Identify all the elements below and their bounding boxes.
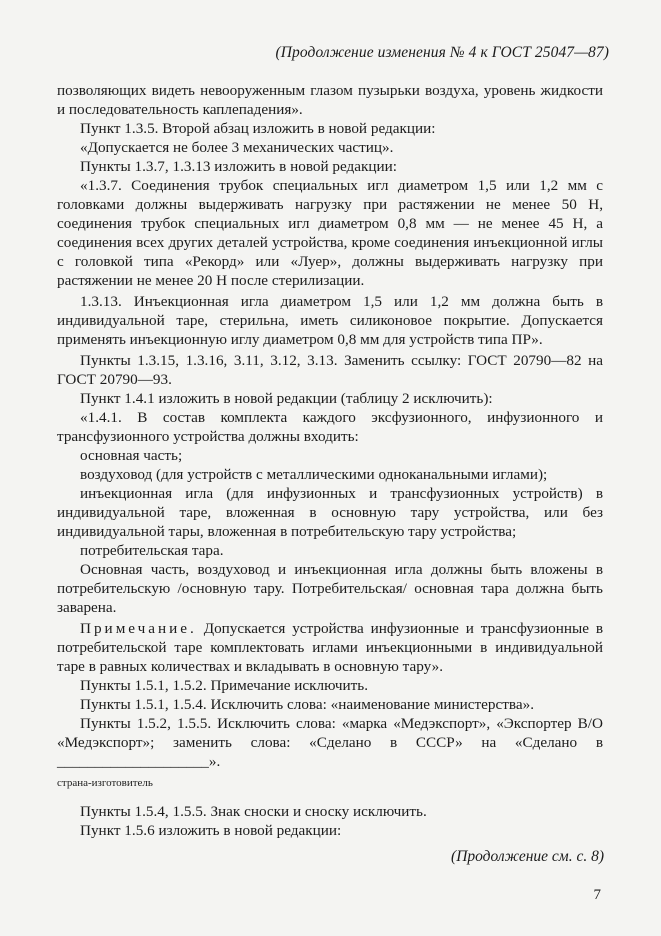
blank-caption: страна-изготовитель (57, 777, 153, 789)
page-header: (Продолжение изменения № 4 к ГОСТ 25047—87) (275, 44, 609, 61)
paragraph: Пункты 1.5.1, 1.5.4. Исключить слова: «наименование министерства». (80, 696, 534, 713)
paragraph: Пункт 1.3.5. Второй абзац изложить в новой редакции: (80, 120, 436, 137)
page-number: 7 (593, 887, 601, 903)
paragraph: Пункт 1.5.6 изложить в новой редакции: (80, 822, 342, 839)
paragraph: 1.3.13. Инъекционная игла диаметром 1,5 или 1,2 мм должна быть в индивидуальной таре, стерильна, иметь силиконовое покрытие. Допускается применять инъекционную иглу диаметром 0,8 мм для устройств типа ПР». (57, 293, 603, 348)
paragraph: Пункты 1.5.2, 1.5.5. Исключить слова: «марка «Медэкспорт», «Экспортер В/О «Медэкспорт»; заменить слова: «Сделано в СССР» на «Сделано в ____________________». (57, 715, 603, 770)
paragraph: Пункты 1.3.7, 1.3.13 изложить в новой редакции: (80, 158, 398, 175)
note-paragraph (57, 619, 603, 676)
note-text: Допускается устройства инфузионные и трансфузионные в потребительской таре комплектовать иглами инъекционными в индивидуальной таре в равных количествах и вкладывать в основную тару». (57, 620, 603, 675)
paragraph: «1.3.7. Соединения трубок специальных игл диаметром 1,5 или 1,2 мм с головками должны выдерживать нагрузку при растяжении не менее 50 Н, соединения трубок специальных игл диаметром 0,8 мм — не менее 45 Н, а соединения всех других деталей устройства, кроме соединения инъекционной иглы с головкой типа «Рекорд» или «Луер», должны выдерживать нагрузку при растяжении не менее 20 Н после стерилизации. (57, 177, 603, 289)
document-body (57, 81, 603, 840)
paragraph: основная часть; (80, 447, 183, 464)
paragraph: «Допускается не более 3 механических частиц». (80, 139, 394, 156)
paragraph: воздуховод (для устройств с металлическими одноканальными иглами); (80, 466, 548, 483)
paragraph: позволяющих видеть невооруженным глазом пузырьки воздуха, уровень жидкости и последовательность каплепадения». (57, 82, 603, 118)
paragraph: Пункты 1.3.15, 1.3.16, 3.11, 3.12, 3.13. Заменить ссылку: ГОСТ 20790—82 на ГОСТ 20790—93. (57, 352, 603, 388)
paragraph: Основная часть, воздуховод и инъекционная игла должны быть вложены в потребительскую /основную тару. Потребительская/ основная тара должна быть заварена. (57, 561, 603, 616)
paragraph: потребительская тара. (80, 542, 224, 559)
paragraph: инъекционная игла (для инфузионных и трансфузионных устройств) в индивидуальной таре, вложенная в основную тару устройства, или без индивидуальной тары, вложенная в потребительскую тару устройства; (57, 485, 603, 540)
continuation-note: (Продолжение см. с. 8) (451, 848, 604, 865)
paragraph: Пункты 1.5.4, 1.5.5. Знак сноски и сноску исключить. (80, 803, 427, 820)
note-label: Примечание. (80, 620, 197, 637)
paragraph: «1.4.1. В состав комплекта каждого эксфузионного, инфузионного и трансфузионного устройства должны входить: (57, 409, 603, 445)
paragraph: Пункты 1.5.1, 1.5.2. Примечание исключить. (80, 677, 368, 694)
paragraph: Пункт 1.4.1 изложить в новой редакции (таблицу 2 исключить): (80, 390, 493, 407)
